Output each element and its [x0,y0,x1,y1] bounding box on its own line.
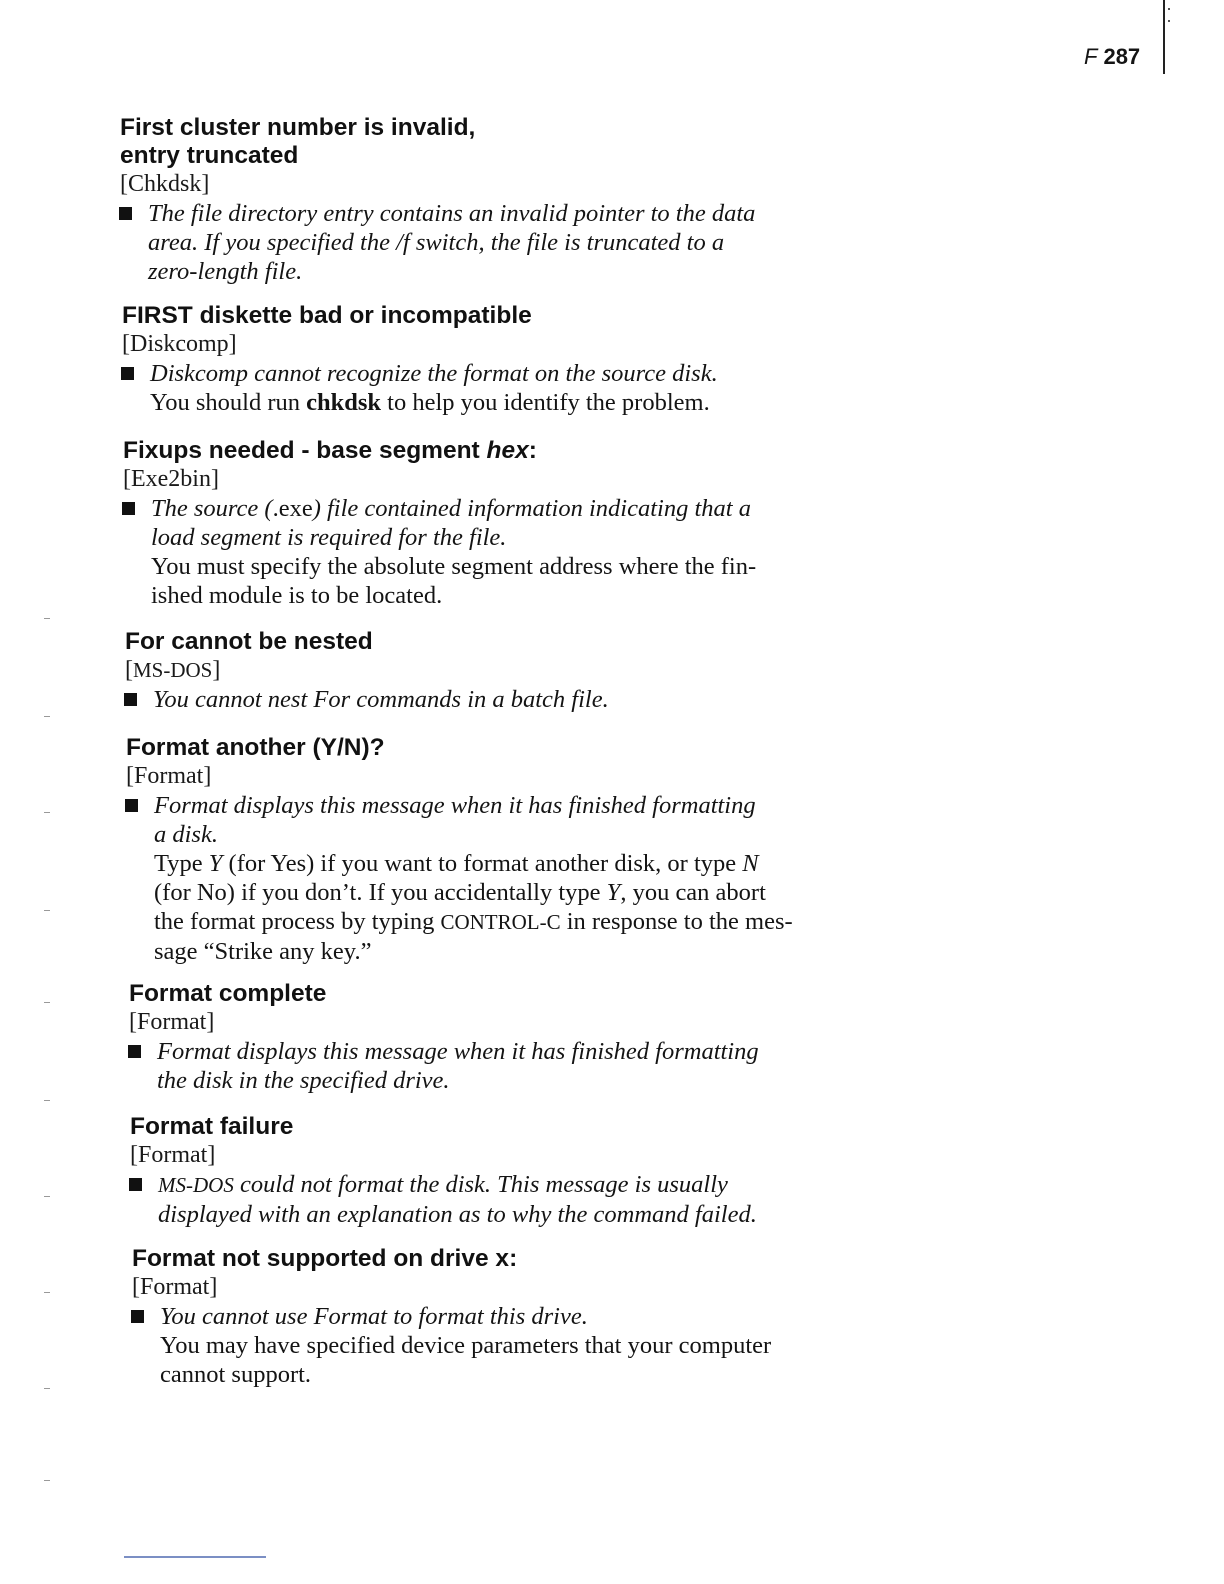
margin-mark [44,910,50,911]
description-text: could not format the disk. This message is usually [233,1171,728,1198]
note-text: the format process by typing [154,908,441,935]
message-entry [125,628,885,714]
note-text: (for Yes) if you want to format another disk, or type [222,850,743,877]
note-text: in response to the mes- [560,908,793,935]
entry-note: cannot support. [160,1361,312,1388]
entry-description [129,1037,889,1095]
entry-description [125,685,885,714]
description-text: The source ( [151,495,273,522]
margin-mark [44,1100,50,1101]
description-line: displayed with an explanation as to why the command failed. [158,1201,757,1228]
entry-title: FIRST diskette bad or incompatible [122,302,532,329]
entry-source: [Format] [126,763,212,789]
note-text: Type [154,850,209,877]
bullet-icon [122,502,135,515]
entry-source: [Diskcomp] [122,331,237,357]
source-bracket: [ [125,657,133,683]
page-number-prefix: F [1084,44,1098,69]
entry-title: Format another (Y/N)? [126,734,385,761]
entry-source: [Format] [129,1009,215,1035]
description-line: You cannot use Format to format this drive. [160,1303,588,1330]
margin-mark [44,1292,50,1293]
entry-note [126,849,886,878]
note-text: You should run [150,389,307,416]
entry-title-line: entry truncated [120,142,299,169]
message-entry [122,302,882,417]
message-entry [120,114,880,286]
margin-mark [44,1480,50,1481]
entry-note: ished module is to be located. [151,582,443,609]
bullet-icon [129,1178,142,1191]
description-line [123,494,883,523]
bullet-icon [125,799,138,812]
key-letter: N [742,850,759,877]
message-entry [132,1245,892,1389]
entry-note [126,907,886,937]
entry-description [122,359,882,388]
source-name: MS-DOS [133,658,213,682]
entry-note: You must specify the absolute segment address where the fin- [151,553,757,580]
description-line: area. If you specified the /f switch, the file is truncated to a [148,229,725,256]
note-text: (for No) if you don’t. If you accidentally type [154,879,607,906]
page-number [1084,44,1140,70]
edge-tick [1168,8,1170,10]
bullet-icon [121,367,134,380]
key-letter: Y [208,850,223,877]
margin-mark [44,1196,50,1197]
entry-note: You may have specified device parameters that your computer [160,1332,772,1359]
page-number-value: 287 [1103,44,1141,69]
description-line: The file directory entry contains an invalid pointer to the data [148,200,756,227]
command-name: chkdsk [306,389,382,416]
bullet-icon [119,207,132,220]
description-text: ) file contained information indicating that a [312,495,751,522]
message-entry [126,734,886,966]
entry-note [126,878,886,907]
page-edge-rule [1163,0,1165,74]
entry-note [122,388,882,417]
entry-title [132,1245,892,1273]
description-line: Diskcomp cannot recognize the format on the source disk. [150,360,718,387]
margin-mark [44,1388,50,1389]
margin-mark [44,618,50,619]
entry-description [130,1170,890,1229]
note-text: , you can abort [620,879,766,906]
title-variable: x [495,1245,510,1272]
message-entry [129,980,889,1095]
file-extension: .exe [272,495,313,522]
entry-description [123,494,883,552]
entry-source: [Chkdsk] [120,171,210,197]
description-line: load segment is required for the file. [151,524,507,551]
entry-description [120,199,880,286]
title-variable: hex [486,437,529,464]
message-entry [130,1113,890,1229]
note-text: to help you identify the problem. [381,389,710,416]
description-line [130,1170,890,1200]
entry-source [125,656,885,685]
title-text: Format not supported on drive [132,1245,496,1272]
key-letter: Y [606,879,621,906]
description-line: Format displays this message when it has finished formatting [157,1038,759,1065]
entry-description [132,1302,892,1331]
entry-title: For cannot be nested [125,628,373,655]
entry-source: [Format] [132,1274,218,1300]
margin-mark [44,716,50,717]
product-name: MS-DOS [158,1173,234,1197]
entry-source: [Exe2bin] [123,466,219,492]
source-bracket: ] [212,657,221,683]
footer-rule [124,1556,266,1558]
entry-title [120,114,880,170]
margin-mark [44,1002,50,1003]
entry-source: [Format] [130,1142,216,1168]
edge-tick [1168,20,1170,22]
entry-title: Format complete [129,980,327,1007]
description-line: a disk. [154,821,218,848]
title-text: : [528,437,537,464]
entry-title-line: First cluster number is invalid, [120,114,476,141]
title-text: : [509,1245,518,1272]
description-line: zero-length file. [148,258,303,285]
entry-note: sage “Strike any key.” [154,938,372,965]
key-combination: CONTROL-C [440,910,561,934]
entry-description [126,791,886,849]
description-line: the disk in the specified drive. [157,1067,450,1094]
title-text: Fixups needed - base segment [123,437,487,464]
bullet-icon [124,693,137,706]
bullet-icon [131,1310,144,1323]
margin-mark [44,812,50,813]
bullet-icon [128,1045,141,1058]
description-line: You cannot nest For commands in a batch file. [153,686,609,713]
entry-title: Format failure [130,1113,294,1140]
entry-title [123,437,883,465]
description-line: Format displays this message when it has finished formatting [154,792,756,819]
message-entry [123,437,883,610]
